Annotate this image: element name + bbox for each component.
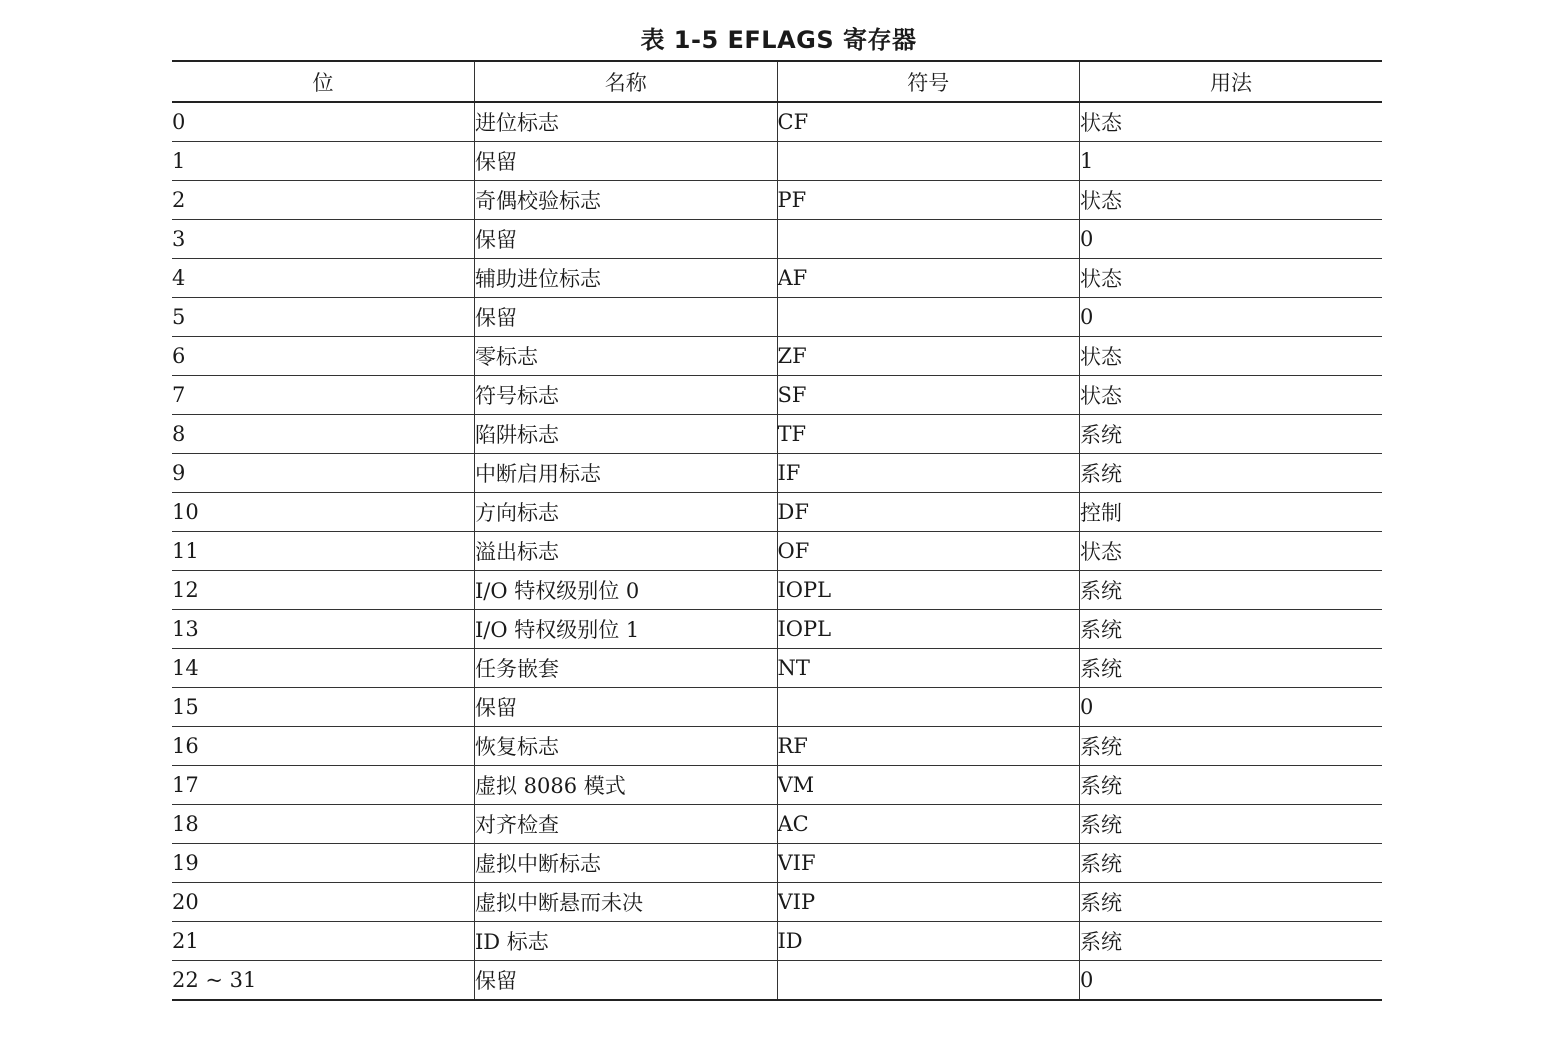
table-row (172, 220, 1382, 259)
usage-cell: 状态 (1080, 532, 1383, 571)
symbol-cell: ID (777, 922, 1080, 961)
table-row (172, 571, 1382, 610)
name-cell: 恢复标志 (475, 727, 778, 766)
symbol-cell: CF (777, 102, 1080, 142)
symbol-cell: TF (777, 415, 1080, 454)
table-row (172, 922, 1382, 961)
usage-cell: 系统 (1080, 571, 1383, 610)
table-row (172, 766, 1382, 805)
bit-cell: 0 (172, 102, 475, 142)
usage-cell: 0 (1080, 688, 1383, 727)
symbol-cell: IF (777, 454, 1080, 493)
column-header-bit: 位 (172, 61, 475, 102)
name-cell: 虚拟中断悬而未决 (475, 883, 778, 922)
bit-cell: 8 (172, 415, 475, 454)
symbol-cell: VIP (777, 883, 1080, 922)
usage-cell: 状态 (1080, 259, 1383, 298)
table-row (172, 337, 1382, 376)
table-row (172, 688, 1382, 727)
table-row (172, 961, 1382, 1001)
eflags-table (172, 60, 1382, 1001)
name-cell: 进位标志 (475, 102, 778, 142)
bit-cell: 15 (172, 688, 475, 727)
name-cell: 保留 (475, 961, 778, 1001)
table-row (172, 415, 1382, 454)
table-row (172, 727, 1382, 766)
usage-cell: 系统 (1080, 883, 1383, 922)
name-cell: 保留 (475, 298, 778, 337)
bit-cell: 10 (172, 493, 475, 532)
symbol-cell: NT (777, 649, 1080, 688)
table-row (172, 883, 1382, 922)
usage-cell: 0 (1080, 298, 1383, 337)
name-cell: 陷阱标志 (475, 415, 778, 454)
table-row (172, 805, 1382, 844)
bit-cell: 5 (172, 298, 475, 337)
bit-cell: 13 (172, 610, 475, 649)
usage-cell: 控制 (1080, 493, 1383, 532)
usage-cell: 1 (1080, 142, 1383, 181)
symbol-cell (777, 298, 1080, 337)
bit-cell: 2 (172, 181, 475, 220)
name-cell: 保留 (475, 688, 778, 727)
symbol-cell: AF (777, 259, 1080, 298)
table-row (172, 376, 1382, 415)
usage-cell: 系统 (1080, 610, 1383, 649)
table-row (172, 610, 1382, 649)
usage-cell: 系统 (1080, 922, 1383, 961)
table-row (172, 298, 1382, 337)
name-cell: 任务嵌套 (475, 649, 778, 688)
table-body (172, 102, 1382, 1000)
bit-cell: 14 (172, 649, 475, 688)
usage-cell: 系统 (1080, 727, 1383, 766)
table-row (172, 532, 1382, 571)
symbol-cell: RF (777, 727, 1080, 766)
name-cell: 保留 (475, 220, 778, 259)
table-row (172, 493, 1382, 532)
symbol-cell (777, 688, 1080, 727)
symbol-cell: DF (777, 493, 1080, 532)
symbol-cell: SF (777, 376, 1080, 415)
name-cell: 对齐检查 (475, 805, 778, 844)
table-row (172, 454, 1382, 493)
symbol-cell (777, 142, 1080, 181)
usage-cell: 系统 (1080, 649, 1383, 688)
symbol-cell: IOPL (777, 610, 1080, 649)
name-cell: 中断启用标志 (475, 454, 778, 493)
table-row (172, 649, 1382, 688)
bit-cell: 19 (172, 844, 475, 883)
usage-cell: 0 (1080, 220, 1383, 259)
symbol-cell: ZF (777, 337, 1080, 376)
symbol-cell: VIF (777, 844, 1080, 883)
table-row (172, 259, 1382, 298)
symbol-cell: PF (777, 181, 1080, 220)
usage-cell: 系统 (1080, 766, 1383, 805)
name-cell: 保留 (475, 142, 778, 181)
bit-cell: 6 (172, 337, 475, 376)
name-cell: 方向标志 (475, 493, 778, 532)
usage-cell: 系统 (1080, 844, 1383, 883)
bit-cell: 7 (172, 376, 475, 415)
header-row (172, 61, 1382, 102)
usage-cell: 状态 (1080, 181, 1383, 220)
table-caption: 表 1-5 EFLAGS 寄存器 (640, 26, 917, 54)
table-row (172, 844, 1382, 883)
usage-cell: 系统 (1080, 454, 1383, 493)
bit-cell: 18 (172, 805, 475, 844)
bit-cell: 22 ~ 31 (172, 968, 257, 992)
bit-cell: 21 (172, 922, 475, 961)
bit-cell: 4 (172, 259, 475, 298)
usage-cell: 状态 (1080, 102, 1383, 142)
usage-cell: 系统 (1080, 415, 1383, 454)
bit-cell: 17 (172, 766, 475, 805)
bit-cell: 1 (172, 142, 475, 181)
symbol-cell (777, 961, 1080, 1001)
name-cell: ID 标志 (475, 922, 778, 961)
bit-cell: 20 (172, 883, 475, 922)
table-row (172, 102, 1382, 142)
symbol-cell: AC (777, 805, 1080, 844)
name-cell: 辅助进位标志 (475, 259, 778, 298)
name-cell: 虚拟 8086 模式 (475, 766, 778, 805)
symbol-cell (777, 220, 1080, 259)
column-header-name: 名称 (475, 61, 778, 102)
table-row (172, 142, 1382, 181)
bit-cell: 9 (172, 454, 475, 493)
name-cell: I/O 特权级别位 1 (475, 610, 778, 649)
table-row (172, 181, 1382, 220)
usage-cell: 状态 (1080, 376, 1383, 415)
name-cell: 零标志 (475, 337, 778, 376)
usage-cell: 状态 (1080, 337, 1383, 376)
name-cell: 虚拟中断标志 (475, 844, 778, 883)
bit-cell: 12 (172, 571, 475, 610)
name-cell: 溢出标志 (475, 532, 778, 571)
symbol-cell: OF (777, 532, 1080, 571)
bit-cell: 3 (172, 220, 475, 259)
symbol-cell: VM (777, 766, 1080, 805)
bit-cell: 11 (172, 532, 475, 571)
name-cell: 符号标志 (475, 376, 778, 415)
name-cell: I/O 特权级别位 0 (475, 571, 778, 610)
usage-cell: 系统 (1080, 805, 1383, 844)
column-header-usage: 用法 (1080, 61, 1383, 102)
column-header-symbol: 符号 (777, 61, 1080, 102)
symbol-cell: IOPL (777, 571, 1080, 610)
name-cell: 奇偶校验标志 (475, 181, 778, 220)
usage-cell: 0 (1080, 961, 1383, 1001)
bit-cell: 16 (172, 727, 475, 766)
